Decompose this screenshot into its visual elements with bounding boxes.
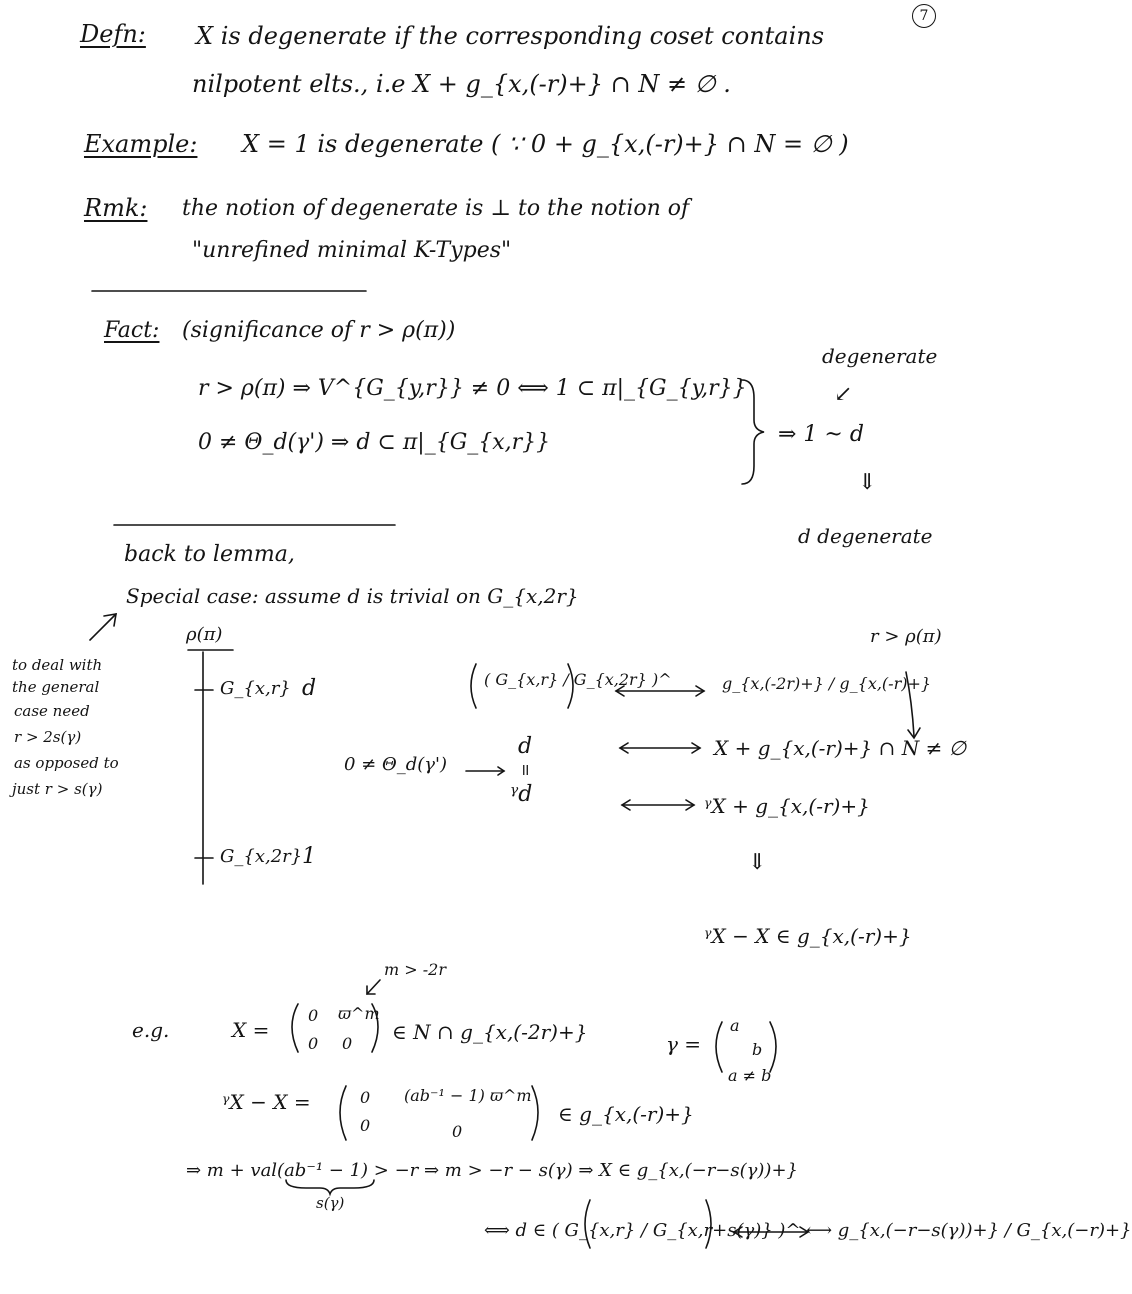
diff-label: ᵞX − X = bbox=[222, 1090, 311, 1114]
matrix-x-entry: ϖ^m bbox=[338, 1004, 380, 1023]
gamma-entry: a bbox=[730, 1016, 740, 1035]
gamma-entry: b bbox=[752, 1040, 763, 1059]
fact-conclusion: ⇒ 1 ~ d bbox=[778, 422, 864, 447]
gamma-condition: a ≠ b bbox=[728, 1066, 772, 1085]
x-membership: ∈ N ∩ g_{x,(-2r)+} bbox=[392, 1020, 588, 1044]
matrix-diff-entry: 0 bbox=[360, 1088, 371, 1107]
x-def: X = bbox=[232, 1018, 270, 1042]
eg-implication-line-1: ⇒ m + val(ab⁻¹ − 1) > −r ⇒ m > −r − s(γ) ⇒ X ∈ g_{x,(−r−s(γ))+} bbox=[186, 1160, 798, 1181]
defn-line-2: nilpotent elts., i.e X + g_{x,(-r)+} ∩ N ≠ ∅ . bbox=[192, 70, 731, 98]
matrix-x-entry: 0 bbox=[342, 1034, 353, 1053]
equals-vertical: ॥ bbox=[520, 760, 530, 779]
eg-label: e.g. bbox=[132, 1018, 170, 1042]
matrix-x-entry: 0 bbox=[308, 1006, 319, 1025]
tick-bottom-value: 1 bbox=[302, 844, 316, 869]
tick-top-label: G_{x,r} bbox=[220, 678, 291, 699]
fact-line-1: r > ρ(π) ⇒ V^{G_{y,r}} ≠ 0 ⟺ 1 ⊂ π|_{G_{y,r}} bbox=[198, 376, 747, 401]
fact-implies-down: ⇓ bbox=[858, 470, 877, 495]
lemma-back: back to lemma, bbox=[124, 542, 295, 567]
fact-heading: (significance of r > ρ(π)) bbox=[182, 318, 456, 343]
d-top: d bbox=[518, 734, 533, 759]
fact-degenerate-top: degenerate bbox=[822, 344, 938, 368]
underbrace-label: s(γ) bbox=[316, 1194, 345, 1212]
lie-quotient: g_{x,(-2r)+} / g_{x,(-r)+} bbox=[722, 674, 932, 693]
side-note-line: just r > s(γ) bbox=[12, 780, 103, 798]
d-bottom: ᵞd bbox=[510, 782, 533, 807]
lie-coset-degenerate: X + g_{x,(-r)+} ∩ N ≠ ∅ bbox=[714, 736, 967, 760]
rmk-line-1: the notion of degenerate is ⊥ to the notion of bbox=[182, 196, 690, 221]
page-number: 7 bbox=[912, 4, 936, 28]
quotient-lparen bbox=[471, 664, 476, 708]
theta-text: 0 ≠ Θ_d(γ') bbox=[344, 754, 448, 775]
axis-label: ρ(π) bbox=[186, 624, 223, 645]
fact-arrow-down: ↙ bbox=[834, 382, 853, 407]
gamma-def: γ = bbox=[666, 1032, 702, 1056]
m-cond-arrow bbox=[367, 980, 380, 994]
lie-coset-conj: ᵞX + g_{x,(-r)+} bbox=[704, 794, 870, 818]
eg-implication-line-2: ⟺ d ∈ ( G_{x,r} / G_{x,r+s(γ)} )^ ⟷ g_{x,(−r−s(γ))+} / G_{x,(−r)+} bbox=[484, 1220, 1132, 1241]
example-text: X = 1 is degenerate ( ∵ 0 + g_{x,(-r)+} ∩ N = ∅ ) bbox=[242, 130, 849, 158]
fact-line-2: 0 ≠ Θ_d(γ') ⇒ d ⊂ π|_{G_{x,r}} bbox=[198, 430, 551, 455]
side-note-line: r > 2s(γ) bbox=[14, 728, 82, 746]
tick-bottom-label: G_{x,2r} bbox=[220, 846, 303, 867]
correspondence-arrows bbox=[616, 686, 808, 1237]
matrix-diff-rparen bbox=[532, 1086, 538, 1140]
m-condition: m > -2r bbox=[384, 960, 446, 979]
matrix-diff-entry: 0 bbox=[452, 1122, 463, 1141]
matrix-x-entry: 0 bbox=[308, 1034, 319, 1053]
matrix-diff-entry: (ab⁻¹ − 1) ϖ^m bbox=[404, 1086, 532, 1105]
fact-label: Fact: bbox=[104, 318, 160, 343]
matrix-diff-entry: 0 bbox=[360, 1116, 371, 1135]
side-note-line: the general bbox=[12, 678, 100, 696]
rmk-label: Rmk: bbox=[84, 194, 148, 222]
lemma-result: ᵞX − X ∈ g_{x,(-r)+} bbox=[704, 924, 912, 948]
rmk-line-2: "unrefined minimal K-Types" bbox=[192, 238, 512, 263]
r-condition: r > ρ(π) bbox=[870, 626, 942, 647]
fact-degenerate-bottom: d degenerate bbox=[798, 524, 933, 548]
diff-membership: ∈ g_{x,(-r)+} bbox=[558, 1102, 694, 1126]
matrix-x-lparen bbox=[292, 1004, 298, 1052]
example-label: Example: bbox=[84, 130, 198, 158]
defn-line-1: X is degenerate if the corresponding coset contains bbox=[196, 22, 825, 50]
lemma-implies-down: ⇓ bbox=[748, 850, 767, 875]
lemma-special-case: Special case: assume d is trivial on G_{x,2r} bbox=[126, 584, 579, 608]
underbrace bbox=[286, 1180, 374, 1194]
side-note-line: to deal with bbox=[12, 656, 103, 674]
side-note-line: case need bbox=[14, 702, 90, 720]
defn-label: Defn: bbox=[80, 20, 146, 48]
matrix-gamma-lparen bbox=[716, 1022, 722, 1072]
quotient-group: ( G_{x,r} / G_{x,2r} )^ bbox=[484, 670, 672, 689]
matrix-gamma-rparen bbox=[770, 1022, 776, 1072]
side-note-line: as opposed to bbox=[14, 754, 119, 772]
side-note-arrow bbox=[90, 614, 116, 640]
matrix-diff-lparen bbox=[340, 1086, 346, 1140]
tick-top-value: d bbox=[302, 676, 317, 701]
